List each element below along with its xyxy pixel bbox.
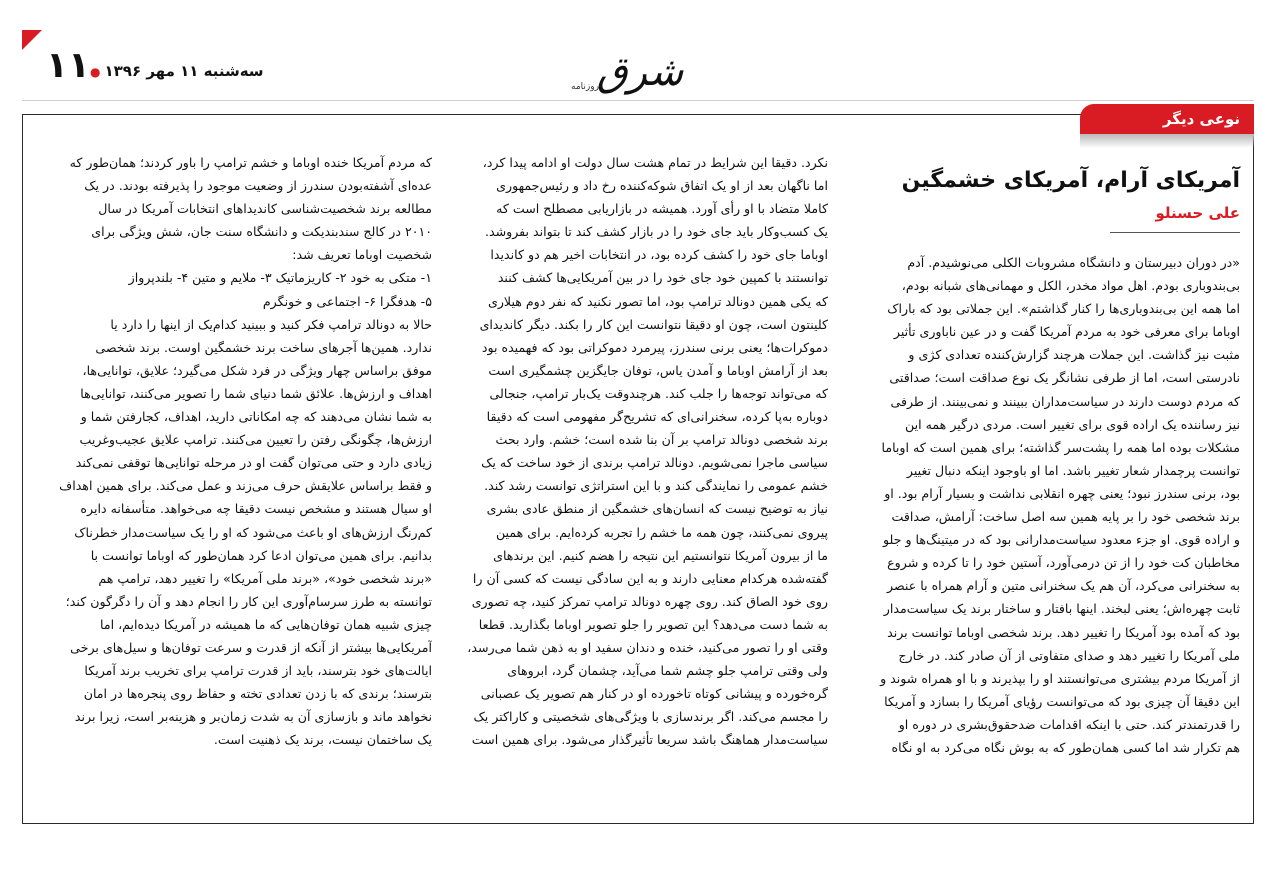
article-text-line: نخواهد ماند و بازسازی آن به شدت زمان‌بر و هزینه‌بر است، زیرا برند	[74, 709, 432, 725]
article-text-line: اوباما جای خود را کشف کرده بود، در انتخابات اخیر هم دو کاندیدا	[490, 247, 828, 263]
article-column-3	[36, 151, 432, 751]
article-text-line: حالا به دونالد ترامپ فکر کنید و ببینید کدام‌یک از اینها را دارد یا	[110, 316, 432, 332]
article-text-line: کم‌رنگ ارزش‌های او باعث می‌شود که او را یک سیاست‌مدار خطرناک	[74, 524, 432, 540]
article-text-line: گره‌خورده و پیشانی کوتاه تاخورده او در کنار هم تصویر یک عصبانی	[480, 686, 828, 702]
article-text-line: گفته‌شده هرکدام معنایی دارند و به این سادگی نیست که کسی آن را	[472, 570, 828, 586]
masthead-subtitle: روزنامه	[571, 82, 599, 92]
page-number: ۱۱	[46, 45, 90, 86]
article-text-line: اوباما برای معرفی خود به مردم آمریکا گفت و در عین ناباوری تأثیر	[893, 324, 1240, 340]
red-dot-icon: ●	[90, 65, 101, 79]
article-text-line: را مجسم می‌کند. اگر برندسازی با ویژگی‌های شخصیتی و کاراکتر یک	[473, 709, 828, 725]
article-text-line: و اراده قوی. او جزء معدود سیاست‌مدارانی بود که در میتینگ‌ها و جلو	[883, 532, 1240, 548]
article-headline: آمریکای آرام، آمریکای خشمگین	[901, 168, 1240, 193]
article-text-line: و فقط براساس علایقش حرف می‌زند و عمل می‌کند. برای همین اهداف	[59, 478, 432, 494]
article-text-line: از آمریکا مردم بیشتری می‌توانستند او را بپذیرند و با او همراه شوند و	[880, 670, 1240, 686]
article-column-2	[450, 151, 828, 751]
article-text-line: نادرستی است، اما از طرفی نشانگر یک نوع صداقت است؛ صداقتی	[889, 370, 1240, 386]
article-text-line: برند شخصی خود را بر پایه همین سه اصل ساخت: آرامش، صداقت	[891, 509, 1240, 525]
article-text-line: پیروی نمی‌کنند، چون همه ما خشم را تجربه کرده‌ایم. برای همین	[495, 524, 828, 540]
article-text-line: عده‌ای آشفته‌بودن سندرز از وضعیت موجود را پذیرفته بودند. در یک	[84, 178, 432, 194]
article-text-line: که یکی همین دونالد ترامپ بود، اما تصور نکنید که نفر دوم هیلاری	[487, 293, 828, 309]
issue-date	[86, 62, 264, 80]
article-text-line: مثبت نیز گذاشت. این جملات هرچند گزارش‌کننده تعدادی کژی و	[908, 347, 1240, 363]
article-text-line: به شما دست می‌دهد؟ این تصویر را جلو تصویر اوباما بگذارید. قطعا	[478, 616, 828, 632]
article-text-line: زیادی دارد و حتی می‌توان گفت او در مرحله توانایی‌ها توقفی نمی‌کند	[75, 455, 432, 471]
article-text-line: توانسته به طرز سرسام‌آوری این کار را انجام دهد و آن را دگرگون کند؛	[65, 593, 432, 609]
article-text-line: را قدرتمندتر کند. حتی با اینکه اقدامات ضدحقوق‌بشری در دوره او	[898, 716, 1240, 732]
issue-date-text: سه‌شنبه ۱۱ مهر ۱۳۹۶	[104, 62, 264, 80]
article-text-line: بود که آمده بود آمریکا را تغییر دهد. برند شخصی اوباما توانست برند	[887, 624, 1240, 640]
article-text-line: مخاطبان کت خود را از تن درمی‌آورد، آستین خود را تا کرده و شروع	[887, 555, 1240, 571]
article-text-line: یک کسب‌وکار باید جای خود را در بازار کشف کند تا بتواند بفروشد.	[484, 224, 828, 240]
article-text-line: او سیال هستند و مشخص نیست دقیقا چه می‌خواهد. متأسفانه دایره	[80, 501, 432, 517]
article-text-line: خشم عمومی را نمایندگی کند و با این استراتژی توانست رشد کند.	[484, 478, 828, 494]
article-text-line: موفق براساس چهار ویژگی در فرد شکل می‌گیرد؛ علایق، توانایی‌ها،	[82, 362, 432, 378]
article-text-line: بعد از آرامش اوباما و آمدن یاس، توفان جایگزین چشمگیری است	[488, 362, 828, 378]
article-text-line: ۱- متکی به خود ۲- کاریزماتیک ۳- ملایم و متین ۴- بلندپرواز	[128, 270, 432, 286]
header-divider	[22, 100, 1254, 101]
article-text-line: شخصیت اوباما تعریف شد:	[292, 247, 432, 263]
article-text-line: توانستند با کمپین خود جای خود را در بین آمریکایی‌ها کشف کنند	[497, 270, 828, 286]
article-text-line: ارزش‌ها، چگونگی رفتن را تعیین می‌کنند. ترامپ علایق عجیب‌وغریب	[79, 432, 432, 448]
article-text-line: اما ناگهان بعد از او یک اتفاق شوکه‌کننده رخ داد و رئیس‌جمهوری	[496, 178, 828, 194]
article-text-line: ندارد. همین‌ها آجرهای ساخت برند خشمگین اوست. برند شخصی	[95, 339, 432, 355]
article-text-line: دوباره به‌پا کرده، سخنرانی‌ای که تشریح‌گر مفهومی است که دقیقا	[486, 409, 828, 425]
article-text-line: نکرد. دقیقا این شرایط در تمام هشت سال دولت او ادامه پیدا کرد،	[482, 155, 828, 170]
article-text-line: که مردم آمریکا خنده اوباما و خشم ترامپ را باور کردند؛ همان‌طور که	[69, 155, 432, 170]
article-text-line: سیاسی ماجرا نمی‌شویم. دونالد ترامپ برندی از خود ساخت که یک	[481, 455, 828, 471]
section-label: نوعی دیگر	[1080, 104, 1254, 134]
article-text-line: به سخنرانی می‌کرد، آن هم یک سخنرانی متین و آرام همراه با عنصر	[887, 578, 1240, 594]
article-column-1	[862, 251, 1240, 759]
article-text-line: توانست پرچمدار شعار تغییر باشد. اما او باوجود اینکه دنبال تغییر	[906, 462, 1240, 478]
article-text-line: وقتی او را تصور می‌کنید، خنده و دندان سفید او به ذهن شما می‌رسد،	[467, 639, 828, 655]
article-text-line: دموکرات‌ها؛ یعنی برنی سندرز، پیرمرد دموکراتی بود که فهمیده بود	[481, 339, 828, 355]
masthead-logo	[565, 44, 715, 104]
article-text-line: ما از بیرون آمریکا نتوانستیم این نتیجه را هضم کنیم. این برندهای	[493, 547, 828, 563]
article-text-line: مطالعه برند شخصیت‌شناسی کاندیداهای انتخابات آمریکا در سال	[98, 201, 432, 217]
article-text-line: اما همه این بی‌بندوباری‌ها را کنار گذاشتم». این جملاتی بود که باراک	[887, 301, 1240, 317]
article-author: علی حسنلو	[1155, 204, 1240, 222]
article-text-line: نیز رساننده یک اراده قوی برای تغییر است. مردی درگیر همه این	[905, 416, 1240, 432]
article-text-line: یک ساختمان نیست، برند یک ذهنیت است.	[213, 732, 432, 748]
article-text-line: برند شخصی دونالد ترامپ بر آن بنا شده است؛ خشم. وارد بحث	[495, 432, 828, 448]
article-text-line: این دقیقا آن چیزی بود که می‌توانست رؤیای آمریکا را بسازد و آمریکا	[884, 693, 1240, 709]
article-text-line: روی خود الصاق کند. روی چهره دونالد ترامپ تمرکز کنید، چه تصوری	[471, 593, 828, 609]
article-text-line: ولی وقتی ترامپ جلو چشم شما می‌آید، چشمان گرد، ابروهای	[507, 663, 828, 679]
article-text-line: بی‌بندوباری بودم. اهل مواد مخدر، الکل و مهمانی‌های شبانه بودم،	[901, 278, 1240, 294]
article-text-line: نیاز به توضیح نیست که انسان‌های خشمگین از منطق عادی بشری	[486, 501, 828, 517]
article-text-line: هم تکرار شد اما کسی همان‌طور که به بوش نگاه می‌کرد به او نگاه	[891, 739, 1240, 755]
article-text-line: ۲۰۱۰ در کالج سندبندیکت و دانشگاه سنت جان، شش ویژگی برای	[91, 224, 432, 240]
article-text-line: آمریکایی‌ها بیشتر از آنکه از قدرت و سرعت توفان‌ها و سیل‌های برخی	[70, 639, 432, 655]
author-underline	[1110, 232, 1240, 233]
article-text-line: ایالت‌های خود بترسند، باید از قدرت ترامپ برای تخریب برند آمریکا	[84, 663, 432, 679]
article-text-line: بود، برنی سندرز نبود؛ یعنی چهره انقلابی نداشت و بسیار آرام بود. او	[884, 485, 1240, 501]
article-text-line: سیاست‌مدار هماهنگ باشد سریعا تأثیرگذار می‌شود. برای همین است	[471, 732, 828, 748]
article-text-line: «در دوران دبیرستان و دانشگاه مشروبات الکلی می‌نوشیدم. آدم	[907, 255, 1240, 270]
article-text-line: کاملا متضاد با او رأی آورد. همیشه در بازاریابی مصطلح است که	[496, 201, 828, 217]
article-text-line: «برند شخصی خود»، «برند ملی آمریکا» را تغییر دهد، ترامپ هم	[98, 570, 432, 586]
page-corner-mark	[22, 30, 42, 50]
article-text-line: بدانیم. برای همین می‌توان ادعا کرد همان‌طور که اوباما توانست با	[90, 547, 432, 563]
article-text-line: مشکلات بوده اما همه را پشت‌سر گذاشته؛ برای همین است که اوباما	[881, 439, 1240, 455]
article-text-line: ۵- هدفگرا ۶- اجتماعی و خونگرم	[262, 293, 432, 309]
article-text-line: اهداف و ارزش‌ها. علائق شما دنیای شما را تصویر می‌کنند، توانایی‌ها	[80, 385, 432, 401]
article-text-line: که می‌تواند توجه‌ها را جلب کند. هرچندوقت یک‌بار ترامپ، جنجالی	[489, 385, 828, 401]
article-text-line: بترسند؛ برندی که با زدن تعدادی تخته و حفاظ روی پنجره‌ها در امان	[83, 686, 432, 702]
section-label-shadow	[1080, 134, 1254, 148]
article-text-line: که مردم دوست دارند در سیاست‌مداران ببینند و نمی‌بینند. از طرفی	[890, 393, 1240, 409]
article-text-line: ثابت چهره‌اش؛ یعنی لبخند. اینها بافتار و ساختار برند یک سیاست‌مدار	[883, 601, 1240, 617]
masthead-name: شرق	[596, 49, 684, 95]
article-text-line: ملی آمریکا را تغییر دهد و صدای متفاوتی از آن صادر کند. در خارج	[898, 647, 1240, 663]
article-text-line: کلینتون است، چون او دقیقا نتوانست این کار را بکند. دیگر کاندیدای	[479, 316, 828, 332]
article-text-line: به شما نشان می‌دهند که چه امکاناتی دارید، اهداف، کجارفتن شما و	[80, 409, 432, 425]
article-text-line: چیزی شبیه همان توفان‌هایی که ما همیشه در آمریکا دیده‌ایم، اما	[99, 616, 432, 632]
